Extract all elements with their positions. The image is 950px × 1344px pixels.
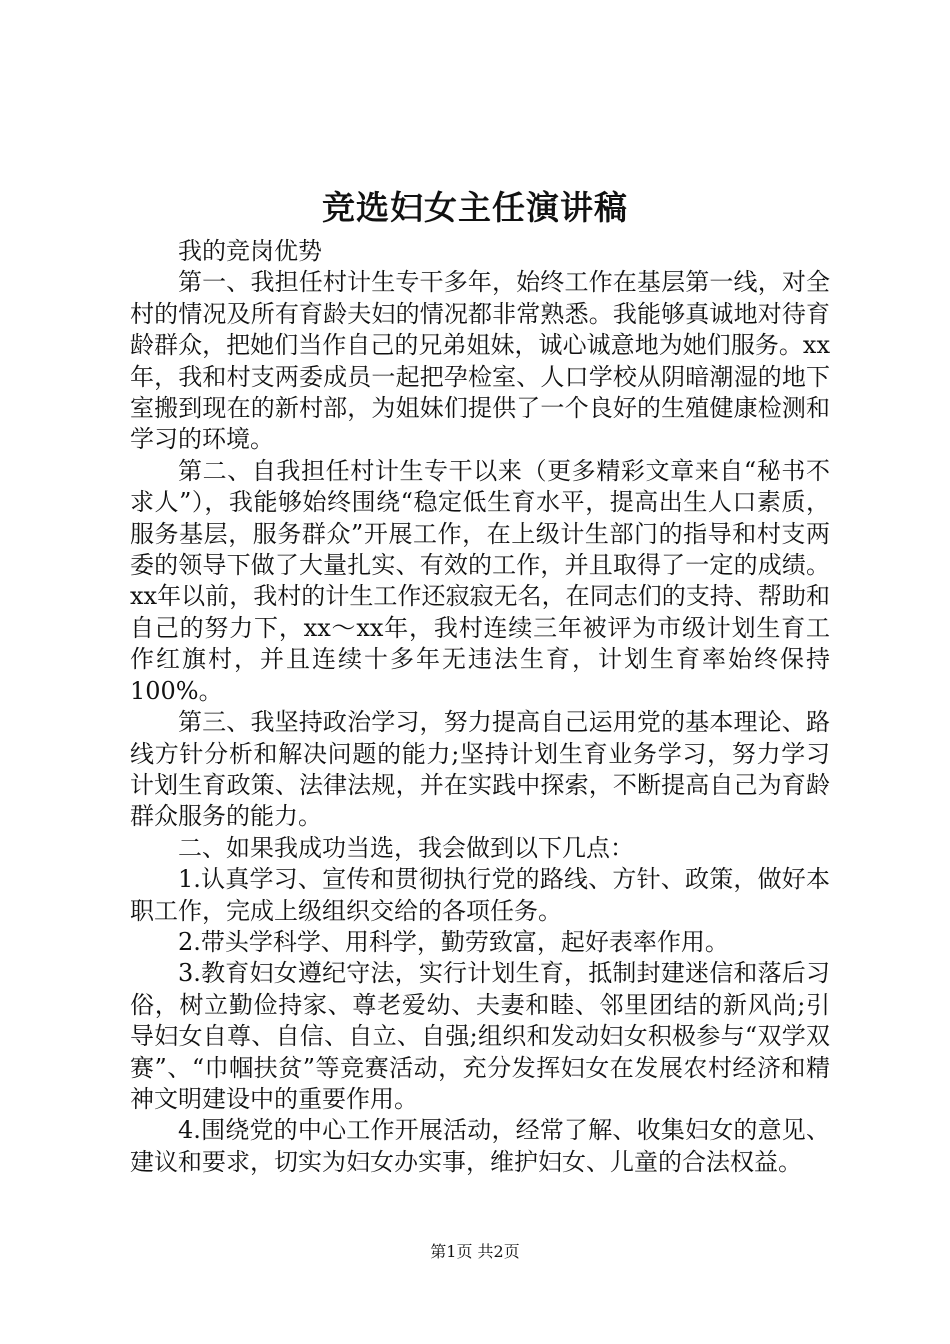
list-item: 1.认真学习、宣传和贯彻执行党的路线、方针、政策，做好本职工作，完成上级组织交给的各项任务。: [130, 865, 830, 925]
paragraph: 第三、我坚持政治学习，努力提高自己运用党的基本理论、路线方针分析和解决问题的能力;坚持计划生育业务学习，努力学习计划生育政策、法律法规，并在实践中探索，不断提高自己为育龄群众服务的能力。: [130, 708, 830, 831]
document-title: 竞选妇女主任演讲稿: [322, 188, 628, 227]
list-item: 4.围绕党的中心工作开展活动，经常了解、收集妇女的意见、建议和要求，切实为妇女办实事，维护妇女、儿童的合法权益。: [130, 1116, 830, 1176]
section-heading: 我的竞岗优势: [178, 237, 322, 265]
list-item: 2.带头学科学、用科学，勤劳致富，起好表率作用。: [178, 927, 729, 956]
list-item: 3.教育妇女遵纪守法，实行计划生育，抵制封建迷信和落后习俗，树立勤俭持家、尊老爱幼、夫妻和睦、邻里团结的新风尚;引导妇女自尊、自信、自立、自强;组织和发动妇女积极参与“双学双赛”、“巾帼扶贫”等竞赛活动，充分发挥妇女在发展农村经济和精神文明建设中的重要作用。: [130, 959, 830, 1113]
paragraph: 第一、我担任村计生专干多年，始终工作在基层第一线，对全村的情况及所有育龄夫妇的情况都非常熟悉。我能够真诚地对待育龄群众，把她们当作自己的兄弟姐妹，诚心诚意地为她们服务。xx年，我和村支两委成员一起把孕检室、人口学校从阴暗潮湿的地下室搬到现在的新村部，为姐妹们提供了一个良好的生殖健康检测和学习的环境。: [130, 268, 830, 454]
page-footer: 第1页 共2页: [430, 1242, 520, 1261]
section-heading: 二、如果我成功当选，我会做到以下几点：: [178, 833, 634, 862]
paragraph: 第二、自我担任村计生专干以来（更多精彩文章来自“秘书不求人”），我能够始终围绕“稳定低生育水平，提高出生人口素质，服务基层，服务群众”开展工作，在上级计生部门的指导和村支两委的领导下做了大量扎实、有效的工作，并且取得了一定的成绩。xx年以前，我村的计生工作还寂寂无名，在同志们的支持、帮助和自己的努力下，xx～xx年，我村连续三年被评为市级计划生育工作红旗村，并且连续十多年无违法生育，计划生育率始终保持100%。: [130, 456, 830, 705]
document-body: [130, 236, 830, 1178]
